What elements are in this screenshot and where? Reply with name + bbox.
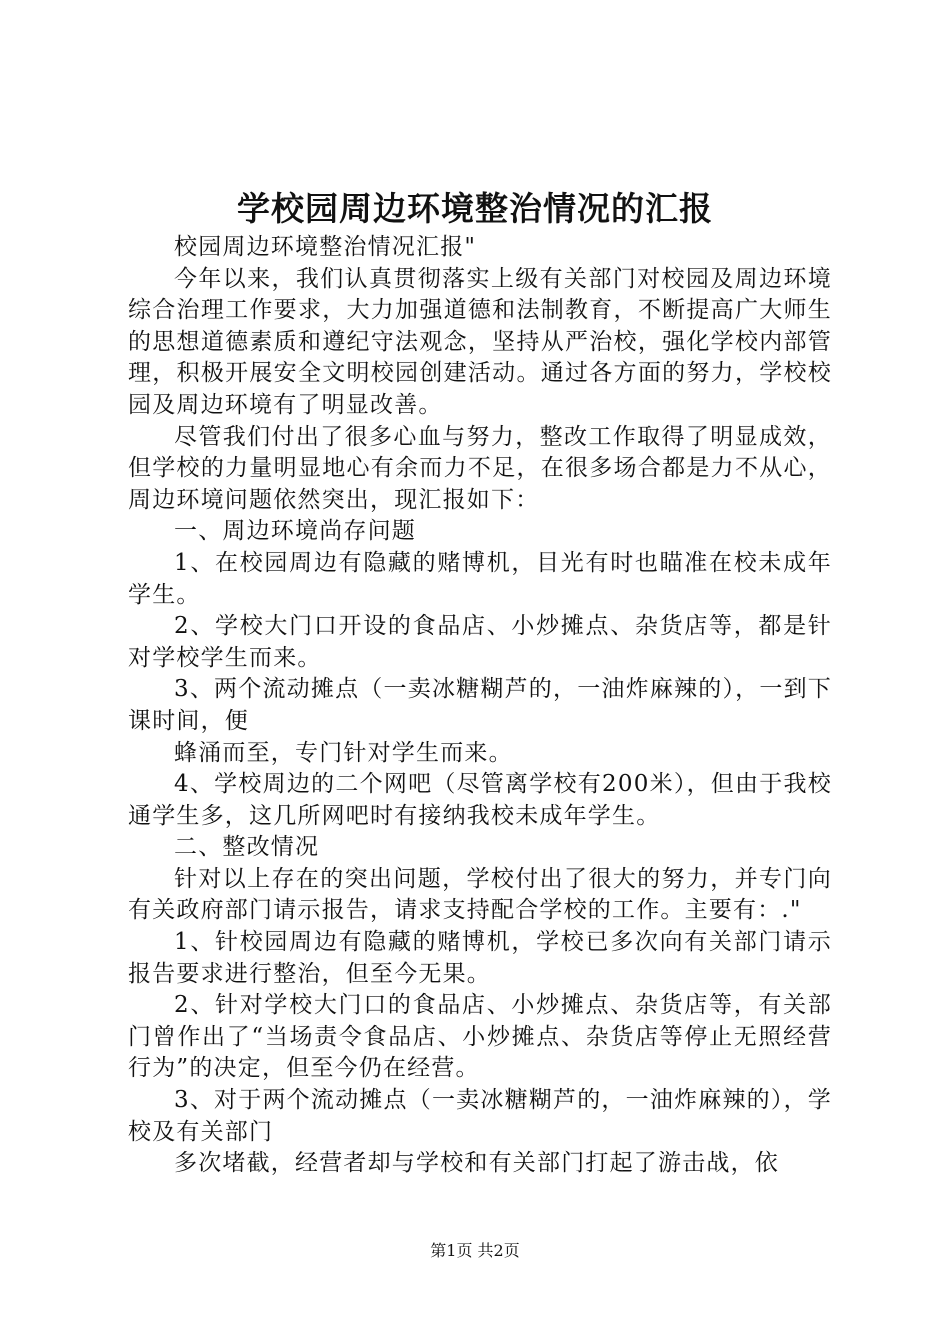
paragraph-subtitle: 校园周边环境整治情况汇报" (174, 234, 477, 260)
document-title: 学校园周边环境整治情况的汇报 (237, 189, 713, 228)
paragraph-intro: 今年以来，我们认真贯彻落实上级有关部门对校园及周边环境综合治理工作要求，大力加强道德和法制教育，不断提高广大师生的思想道德素质和遵纪守法观念，坚持从严治校，强化学校内部管理，积极开展安全文明校园创建活动。通过各方面的努力，学校校园及周边环境有了明显改善。 (128, 265, 832, 418)
section-heading-problems: 一、周边环境尚存问题 (174, 518, 416, 545)
paragraph-summary: 尽管我们付出了很多心血与努力，整改工作取得了明显成效，但学校的力量明显地心有余而力不足，在很多场合都是力不从心，周边环境问题依然突出，现汇报如下： (128, 423, 832, 513)
document-body (128, 232, 832, 1180)
rectification-item-2: 2、针对学校大门口的食品店、小炒摊点、杂货店等，有关部门曾作出了“当场责令食品店、小炒摊点、杂货店等停止无照经营行为”的决定，但至今仍在经营。 (128, 992, 832, 1082)
section-heading-rectification: 二、整改情况 (174, 834, 320, 861)
problem-item-2: 2、学校大门口开设的食品店、小炒摊点、杂货店等，都是针对学校学生而来。 (128, 613, 832, 671)
problem-item-1: 1、在校园周边有隐藏的赌博机，目光有时也瞄准在校未成年学生。 (128, 549, 832, 608)
problem-item-4: 4、学校周边的二个网吧（尽管离学校有200米），但由于我校通学生多，这几所网吧时有接纳我校未成年学生。 (128, 771, 832, 829)
rectification-item-1: 1、针校园周边有隐藏的赌博机，学校已多次向有关部门请示报告要求进行整治，但至今无果。 (128, 929, 832, 987)
page-number-footer: 第1页 共2页 (430, 1241, 520, 1260)
problem-item-3-continued: 蜂涌而至，专门针对学生而来。 (174, 739, 513, 766)
rectification-item-3-continued: 多次堵截，经营者却与学校和有关部门打起了游击战，依 (174, 1150, 779, 1177)
paragraph-rectification-intro: 针对以上存在的突出问题，学校付出了很大的努力，并专门向有关政府部门请示报告，请求支持配合学校的工作。主要有：." (128, 865, 832, 924)
rectification-item-3: 3、对于两个流动摊点（一卖冰糖糊芦的，一油炸麻辣的），学校及有关部门 (128, 1087, 832, 1145)
problem-item-3: 3、两个流动摊点（一卖冰糖糊芦的，一油炸麻辣的），一到下课时间，便 (128, 676, 832, 734)
